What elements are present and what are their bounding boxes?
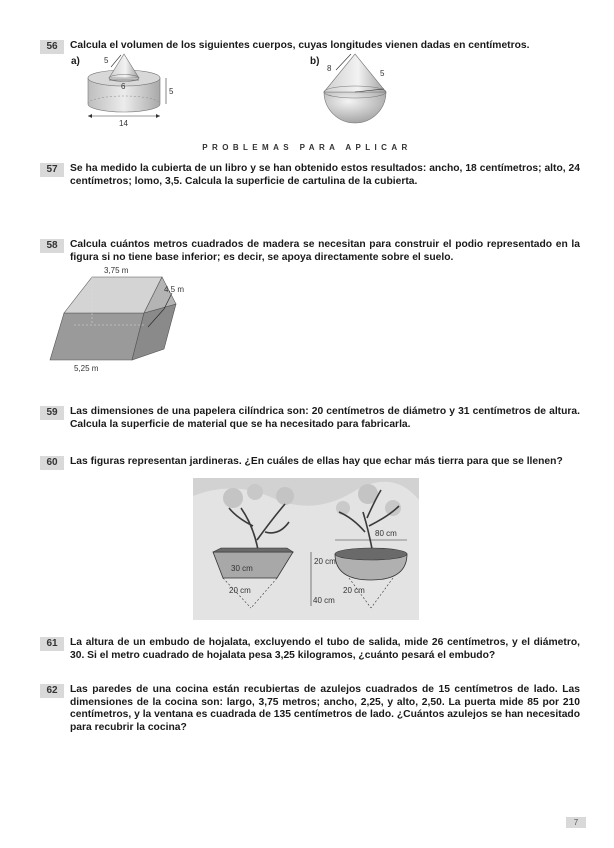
problem-number: 57 — [40, 163, 64, 177]
problem-text: Calcula cuántos metros cuadrados de madera se necesitan para construir el podio representado en la figura si no tiene base inferior; es decir, se apoya directamente sobre el suelo. — [70, 239, 580, 263]
problem-text: Las dimensiones de una papelera cilíndrica son: 20 centímetros de diámetro y 31 centímetros de altura. Calcula la superficie de material que se ha necesitado para fabricarla. — [70, 406, 580, 430]
problem-number: 58 — [40, 239, 64, 253]
podium-figure — [44, 263, 204, 375]
problem-text: Se ha medido la cubierta de un libro y se han obtenido estos resultados: ancho, 18 centímetros; alto, 24 centímetros; lomo, 3,5. Calcula la superficie de cartulina de la cubierta. — [70, 163, 580, 187]
radius-b-label: 5 — [380, 69, 385, 78]
cone-diameter-label: 6 — [121, 82, 126, 91]
figure-b-label: b) — [310, 56, 320, 67]
cylinder-cone-figure — [80, 52, 190, 130]
problem-number: 59 — [40, 406, 64, 420]
problem-number: 60 — [40, 456, 64, 470]
cone-slant-label: 5 — [104, 56, 109, 65]
pot2-inner-label: 20 cm — [343, 586, 365, 595]
pot1-inner-label: 20 cm — [229, 586, 251, 595]
pot-depth-label: 40 cm — [313, 596, 335, 605]
cone-hemisphere-figure — [318, 52, 398, 128]
problem-number: 61 — [40, 637, 64, 651]
problem-number: 56 — [40, 40, 64, 54]
page-number: 7 — [566, 817, 586, 828]
podium-bottom-label: 5,25 m — [74, 364, 99, 373]
cone-slant-b-label: 8 — [327, 64, 332, 73]
podium-top-label: 3,75 m — [104, 266, 129, 275]
pot2-diameter-label: 80 cm — [375, 529, 397, 538]
problem-text: La altura de un embudo de hojalata, excluyendo el tubo de salida, mide 26 centímetros, y el diámetro, 30. Si el metro cuadrado de hojalata pesa 3,25 kilogramos, ¿cuánto pesará el embudo? — [70, 637, 580, 661]
problem-text: Calcula el volumen de los siguientes cuerpos, cuyas longitudes vienen dadas en centímetros. — [70, 40, 530, 51]
figure-a-label: a) — [71, 56, 80, 67]
section-title: PROBLEMAS PARA APLICAR — [202, 143, 412, 152]
cylinder-diameter-label: 14 — [119, 119, 128, 128]
problem-text: Las figuras representan jardineras. ¿En cuáles de ellas hay que echar más tierra para que se llenen? — [70, 456, 563, 467]
problem-text: Las paredes de una cocina están recubiertas de azulejos cuadrados de 15 centímetros de lado. Las dimensiones de la cocina son: largo, 3,75 metros; ancho, 2,25, y alto, 2,50. La puerta mide 85 por 210 centímetros, y la ventana es cuadrada de 135 centímetros de lado. ¿Cuántos azulejos se han necesitado para recubrir la cocina? — [70, 684, 580, 733]
cylinder-height-label: 5 — [169, 87, 174, 96]
podium-slant-label: 4,5 m — [164, 285, 185, 294]
planters-figure — [193, 478, 419, 620]
problem-number: 62 — [40, 684, 64, 698]
pot1-side-label: 30 cm — [231, 564, 253, 573]
pot-height-label: 20 cm — [314, 557, 336, 566]
